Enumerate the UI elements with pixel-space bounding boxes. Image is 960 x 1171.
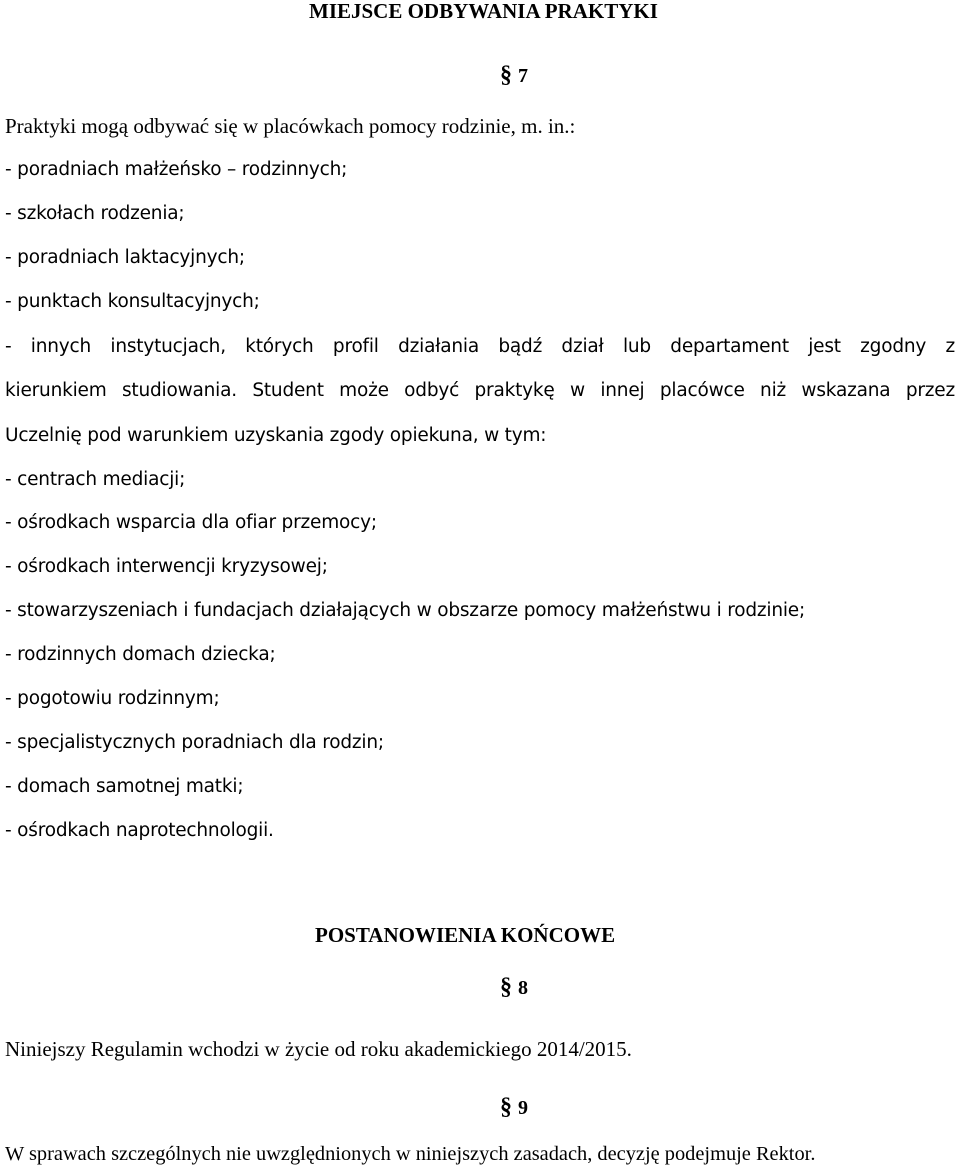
list-item: - specjalistycznych poradniach dla rodzin; [5, 732, 384, 753]
paragraph-number: 9 [518, 1097, 528, 1119]
list-item: - pogotowiu rodzinnym; [5, 688, 220, 709]
list-item: - poradniach laktacyjnych; [5, 247, 245, 268]
list-item: - ośrodkach interwencji kryzysowej; [5, 556, 328, 577]
list-item: - punktach konsultacyjnych; [5, 291, 260, 312]
paragraph-8-text: Niniejszy Regulamin wchodzi w życie od roku akademickiego 2014/2015. [5, 1037, 632, 1061]
paragraph-number-8 [500, 974, 528, 1001]
list-item: - domach samotnej matki; [5, 776, 244, 797]
section-symbol: § [500, 62, 512, 88]
list-item: - poradniach małżeńsko – rodzinnych; [5, 159, 348, 180]
section-heading-final: POSTANOWIENIA KOŃCOWE [315, 923, 616, 947]
paragraph-number-9 [500, 1094, 528, 1121]
list-item-wrap-line: - innych instytucjach, których profil działania bądź dział lub departament jest zgodny z [5, 336, 955, 357]
paragraph-number-7 [500, 62, 528, 89]
list-item: - rodzinnych domach dziecka; [5, 644, 276, 665]
body-text-line: kierunkiem studiowania. Student może odbyć praktykę w innej placówce niż wskazana przez [5, 380, 955, 401]
body-text-line: Uczelnię pod warunkiem uzyskania zgody opiekuna, w tym: [5, 425, 547, 446]
list-item: - stowarzyszeniach i fundacjach działających w obszarze pomocy małżeństwu i rodzinie; [5, 600, 806, 621]
section-symbol: § [500, 1094, 512, 1120]
list-item: - centrach mediacji; [5, 469, 186, 490]
list-item: - szkołach rodzenia; [5, 203, 185, 224]
section-symbol: § [500, 974, 512, 1000]
list-item: - ośrodkach wsparcia dla ofiar przemocy; [5, 512, 377, 533]
section-heading-placement: MIEJSCE ODBYWANIA PRAKTYKI [309, 0, 658, 23]
paragraph-9-text: W sprawach szczególnych nie uwzględnionych w niniejszych zasadach, decyzję podejmuje Rektor. [5, 1143, 816, 1165]
list-item: - ośrodkach naprotechnologii. [5, 820, 274, 841]
paragraph-number: 8 [518, 977, 528, 999]
intro-text: Praktyki mogą odbywać się w placówkach pomocy rodzinie, m. in.: [5, 114, 576, 138]
paragraph-number: 7 [518, 65, 528, 87]
